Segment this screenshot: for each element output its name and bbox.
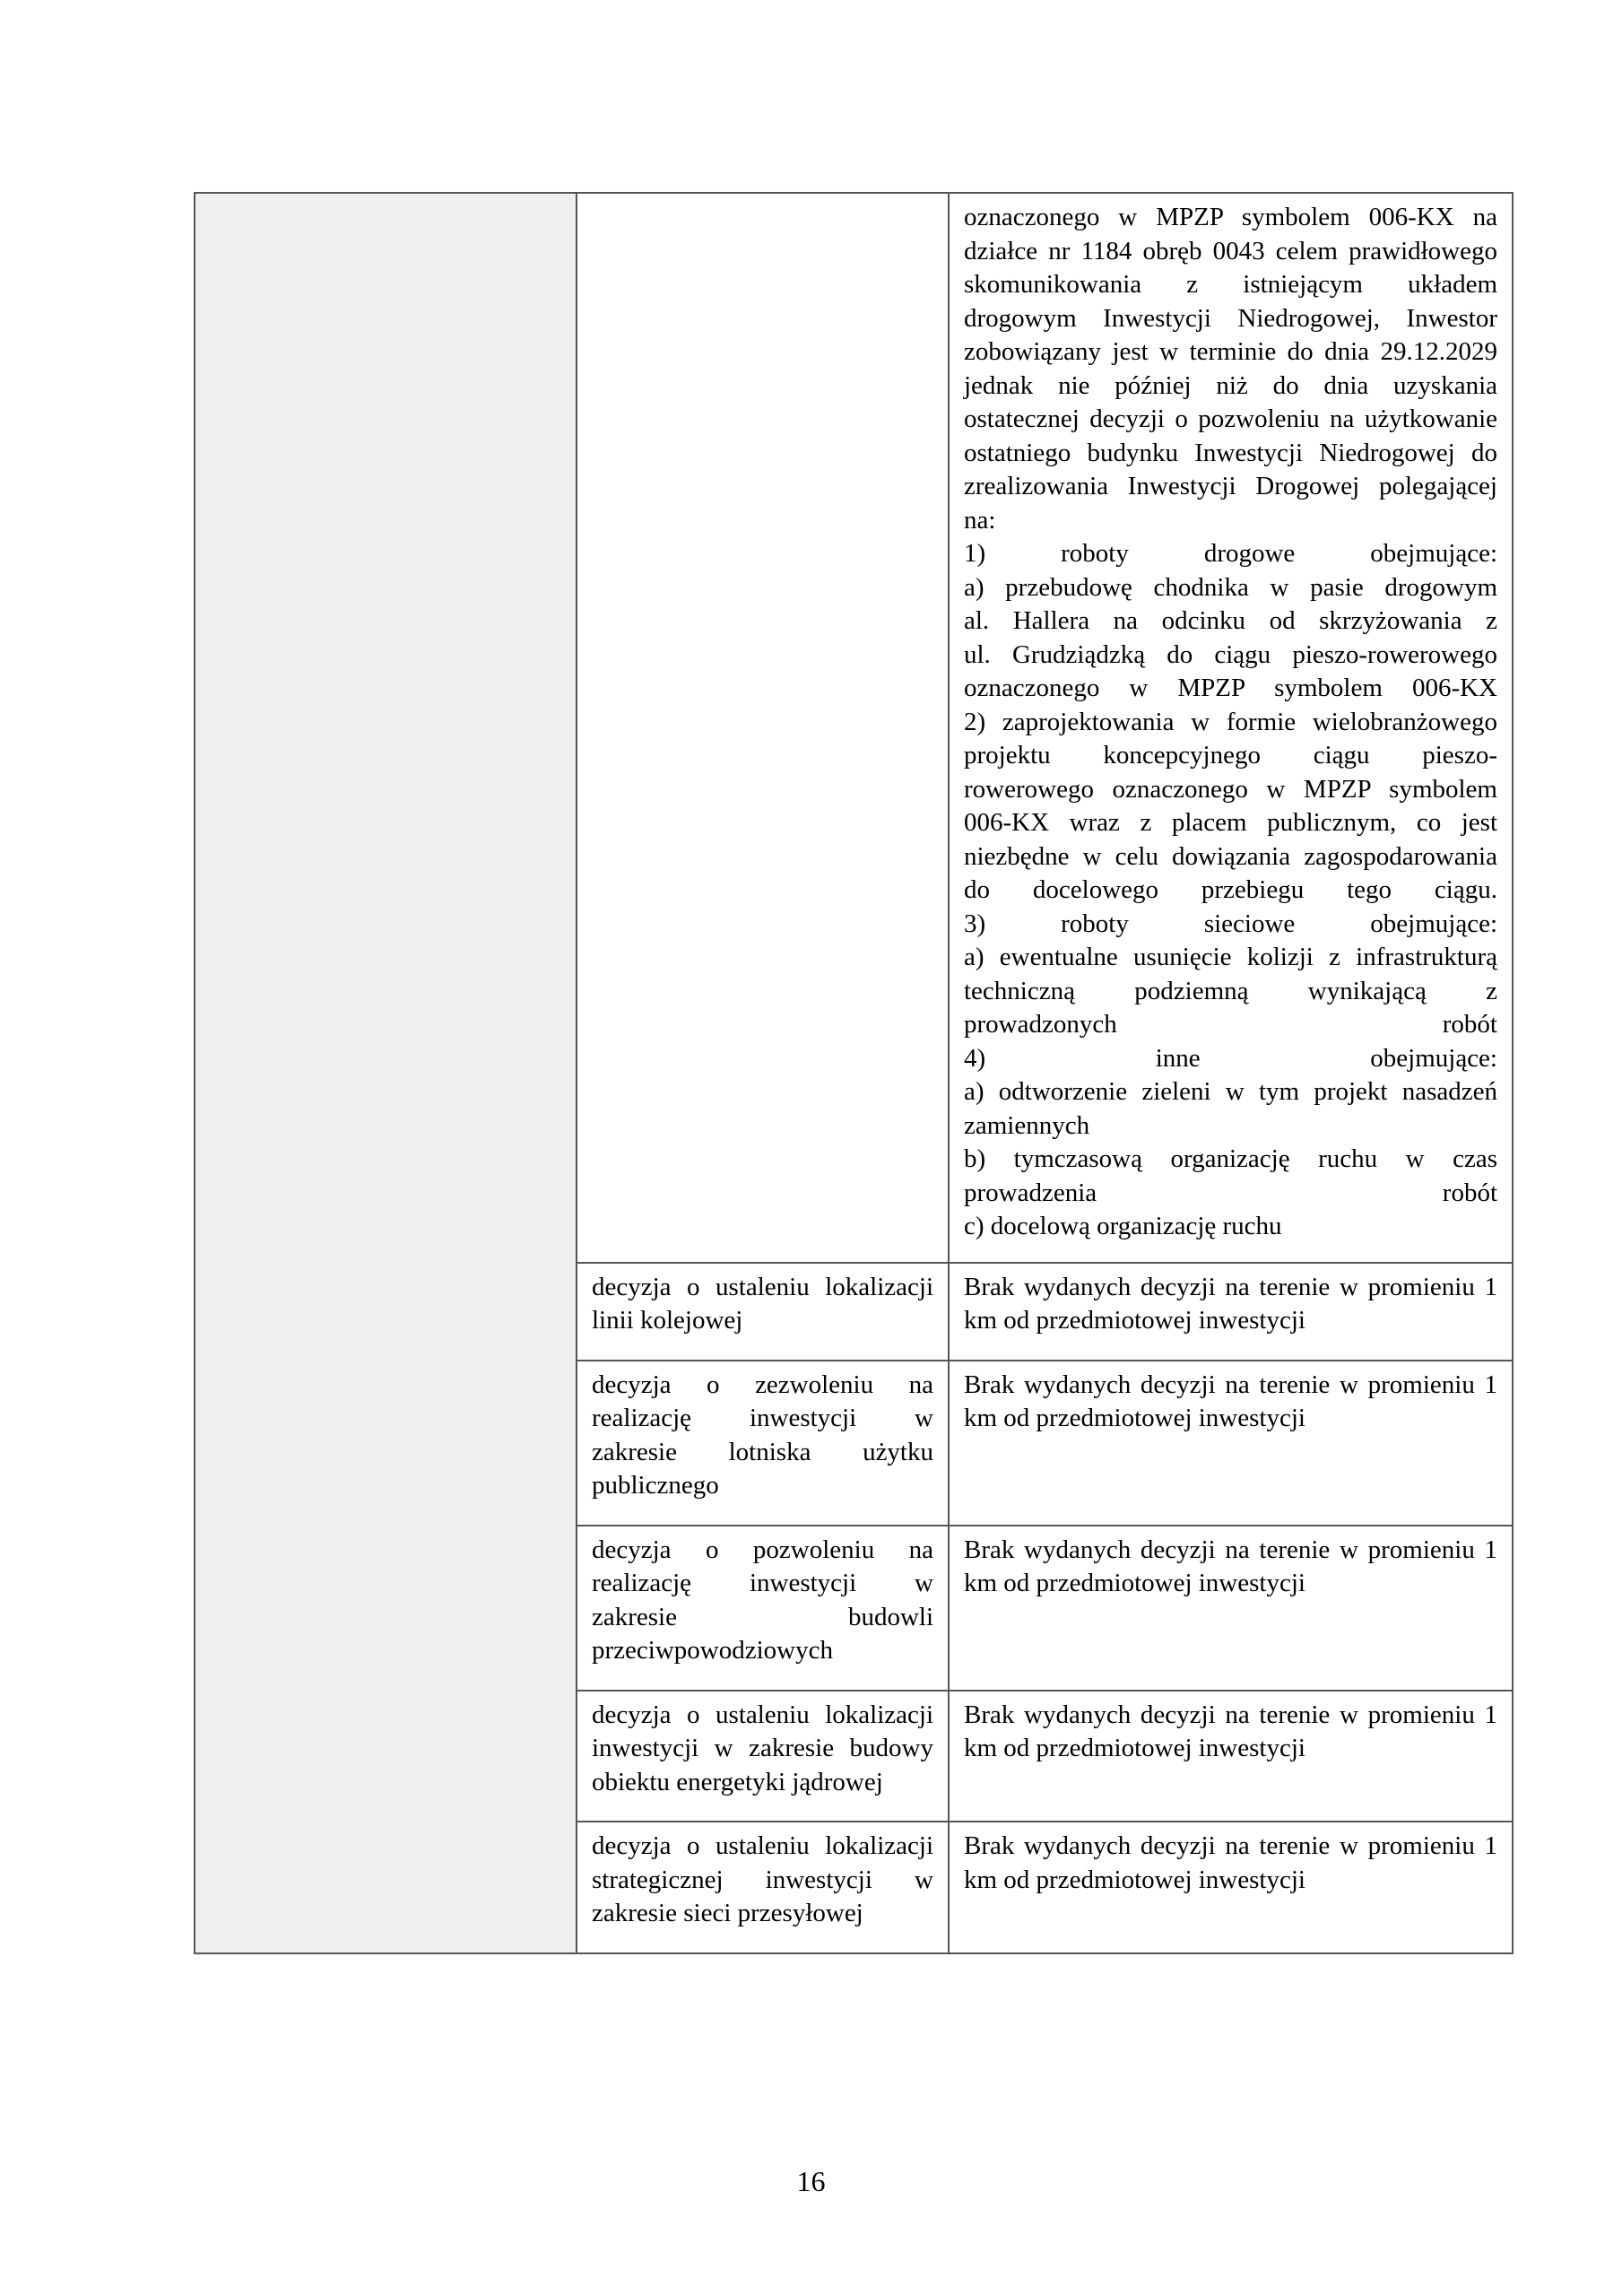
text-line: b) tymczasową organizację ruchu w czas	[964, 1144, 1497, 1173]
text-line: al. Hallera na odcinku od skrzyżowania z	[964, 606, 1497, 635]
status-line: Brak wydanych decyzji na terenie w promieniu 1	[964, 1370, 1497, 1399]
text-line: zrealizowania Inwestycji Drogowej polegającej	[964, 472, 1497, 500]
text-line: drogowym Inwestycji Niedrogowej, Inwestor	[964, 303, 1497, 333]
decision-type-cell	[577, 1361, 949, 1526]
decision-line: obiektu energetyki jądrowej	[592, 1767, 883, 1796]
empty-decision-cell	[577, 193, 949, 1263]
decision-line: zakresie budowli	[592, 1602, 933, 1631]
decision-status-cell	[949, 1691, 1513, 1822]
decision-line: decyzja o ustaleniu lokalizacji	[592, 1272, 933, 1301]
text-line: prowadzonych robót	[964, 1010, 1497, 1039]
status-line: Brak wydanych decyzji na terenie w promieniu 1	[964, 1700, 1497, 1729]
text-line: 3) roboty sieciowe obejmujące:	[964, 909, 1497, 938]
decision-type-cell	[577, 1691, 949, 1822]
text-line: oznaczonego w MPZP symbolem 006-KX	[964, 674, 1497, 702]
text-line: na:	[964, 505, 996, 535]
decision-line: decyzja o zezwoleniu na	[592, 1370, 933, 1399]
page-number: 16	[796, 2165, 826, 2197]
decision-line: przeciwpowodziowych	[592, 1636, 833, 1665]
table-row-main	[195, 193, 1513, 1263]
document-table	[194, 192, 1514, 1954]
decision-status-cell	[949, 1822, 1513, 1953]
decision-line: decyzja o pozwoleniu na	[592, 1535, 933, 1564]
decision-status-cell	[949, 1263, 1513, 1361]
text-line: ostatecznej decyzji o pozwoleniu na użytkowanie	[964, 404, 1497, 433]
text-line: działce nr 1184 obręb 0043 celem prawidłowego	[964, 236, 1497, 265]
text-line: c) docelową organizację ruchu	[964, 1212, 1282, 1240]
text-line: prowadzenia robót	[964, 1178, 1497, 1207]
decision-line: realizację inwestycji w	[592, 1569, 933, 1597]
status-line: km od przedmiotowej inwestycji	[964, 1734, 1305, 1762]
text-line: 1) roboty drogowe obejmujące:	[964, 539, 1497, 568]
decision-line: zakresie sieci przesyłowej	[592, 1899, 863, 1927]
decision-type-cell	[577, 1526, 949, 1691]
status-line: Brak wydanych decyzji na terenie w promieniu 1	[964, 1831, 1497, 1860]
shaded-first-column-cell	[195, 193, 577, 1953]
status-line: km od przedmiotowej inwestycji	[964, 1865, 1305, 1894]
status-line: Brak wydanych decyzji na terenie w promieniu 1	[964, 1272, 1497, 1301]
status-line: Brak wydanych decyzji na terenie w promieniu 1	[964, 1535, 1497, 1564]
text-line: 4) inne obejmujące:	[964, 1043, 1497, 1073]
text-line: zamiennych	[964, 1110, 1090, 1140]
text-line: 006-KX wraz z placem publicznym, co jest	[964, 808, 1497, 837]
text-line: a) odtworzenie zieleni w tym projekt nasadzeń	[964, 1077, 1497, 1106]
decision-line: linii kolejowej	[592, 1306, 743, 1335]
decision-status-cell	[949, 1526, 1513, 1691]
decision-line: inwestycji w zakresie budowy	[592, 1734, 933, 1762]
text-line: ul. Grudziądzką do ciągu pieszo-rowerowego	[964, 639, 1497, 669]
text-line: a) przebudowę chodnika w pasie drogowym	[964, 572, 1497, 602]
decision-status-cell	[949, 1361, 1513, 1526]
text-line: skomunikowania z istniejącym układem	[964, 270, 1497, 299]
text-line: rowerowego oznaczonego w MPZP symbolem	[964, 774, 1497, 804]
decision-line: publicznego	[592, 1471, 719, 1500]
decision-line: decyzja o ustaleniu lokalizacji	[592, 1700, 933, 1729]
investment-obligations-cell	[949, 193, 1513, 1263]
text-line: niezbędne w celu dowiązania zagospodarowania	[964, 841, 1497, 871]
text-line: a) ewentualne usunięcie kolizji z infrastrukturą	[964, 943, 1497, 971]
text-line: oznaczonego w MPZP symbolem 006-KX na	[964, 203, 1497, 231]
text-line: 2) zaprojektowania w formie wielobranżowego	[964, 707, 1497, 736]
status-line: km od przedmiotowej inwestycji	[964, 1306, 1305, 1335]
status-line: km od przedmiotowej inwestycji	[964, 1569, 1305, 1597]
decision-line: decyzja o ustaleniu lokalizacji	[592, 1831, 933, 1860]
status-line: km od przedmiotowej inwestycji	[964, 1404, 1305, 1432]
text-line: techniczną podziemną wynikającą z	[964, 976, 1497, 1005]
text-line: jednak nie później niż do dnia uzyskania	[964, 370, 1497, 400]
decision-line: realizację inwestycji w	[592, 1404, 933, 1432]
decision-type-cell	[577, 1822, 949, 1953]
text-line: projektu koncepcyjnego ciągu pieszo-	[964, 741, 1497, 770]
text-line: do docelowego przebiegu tego ciągu.	[964, 875, 1497, 904]
decision-line: zakresie lotniska użytku	[592, 1437, 933, 1466]
text-line: zobowiązany jest w terminie do dnia 29.12.2029	[964, 337, 1497, 366]
decision-type-cell	[577, 1263, 949, 1361]
text-line: ostatniego budynku Inwestycji Niedrogowej do	[964, 438, 1497, 467]
decision-line: strategicznej inwestycji w	[592, 1865, 933, 1894]
